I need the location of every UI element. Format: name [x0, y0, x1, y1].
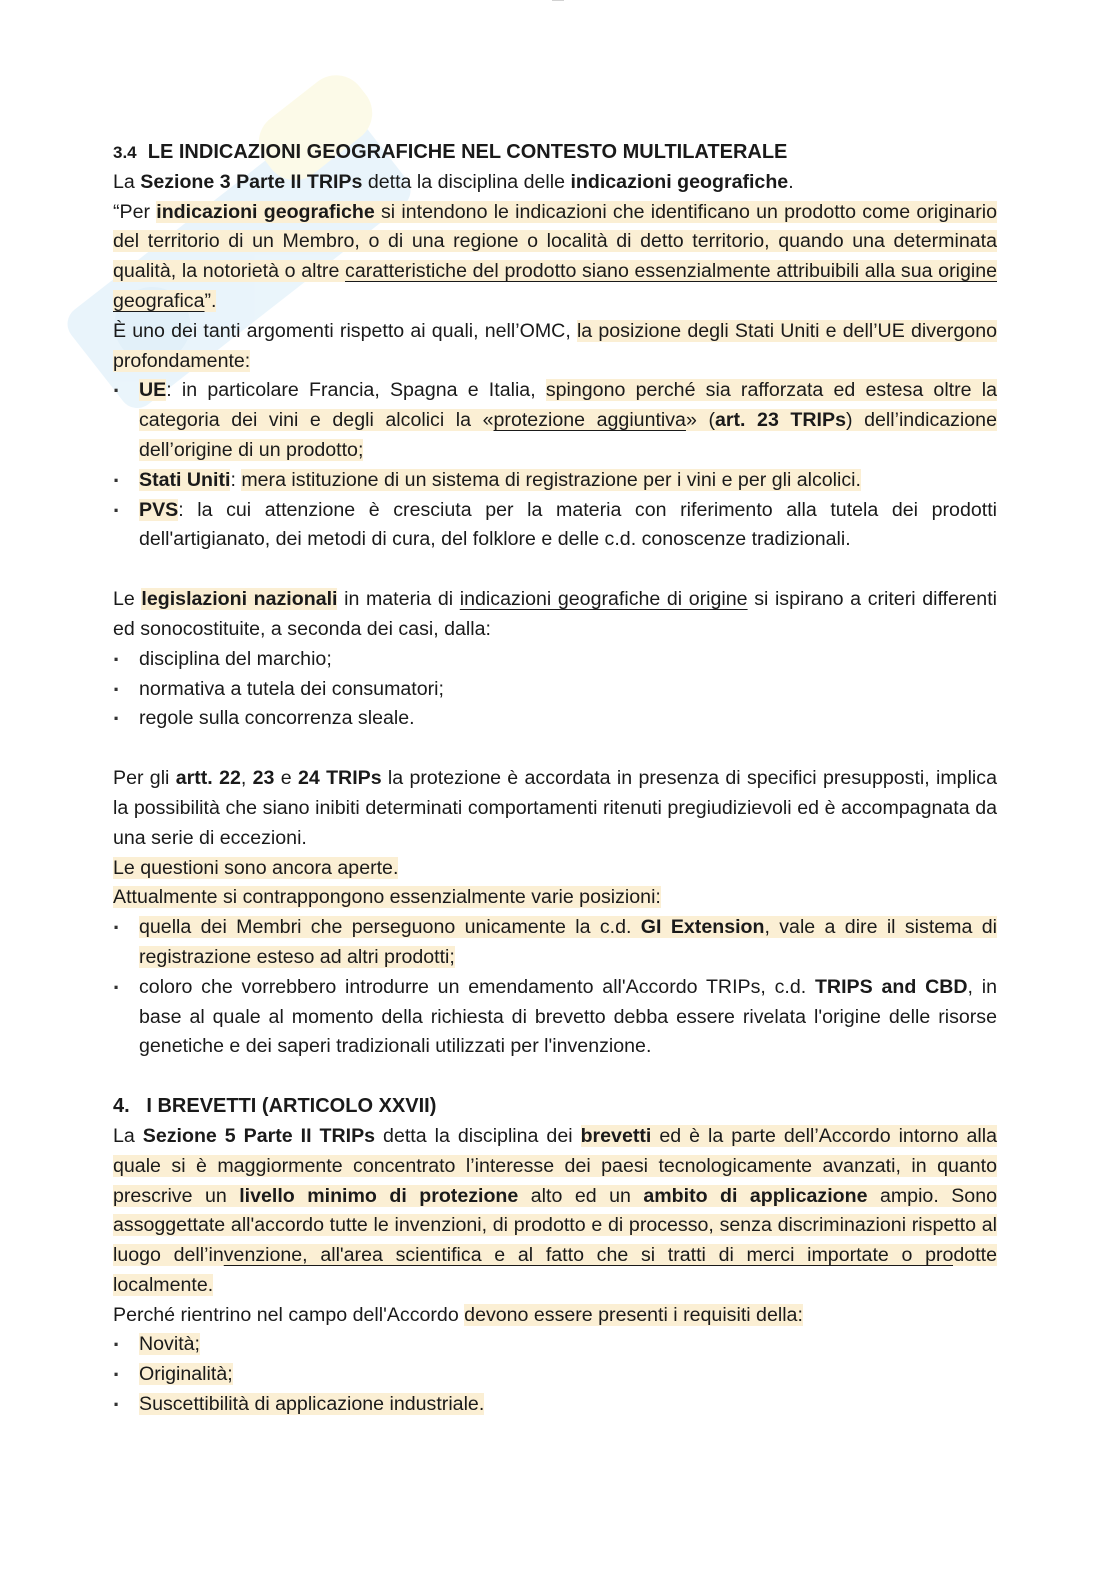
brev-text: ampio. Sono assoggettate all'accordo tutte le invenzioni, di prodotto e di processo, senza discriminazioni rispetto al luogo dell’in: [113, 1184, 997, 1267]
perche-text: Perché rientrino nel campo dell'Accordo: [113, 1303, 465, 1326]
definition-quote: [113, 198, 997, 317]
document-body: [113, 138, 997, 1420]
list-item-stati-uniti: [113, 466, 997, 496]
leg-text: si ispirano a criteri differenti ed sonocostituite, a seconda dei casi, dalla:: [113, 588, 997, 640]
legislazioni-list: [113, 645, 997, 734]
list-item: · regole sulla concorrenza sleale.: [113, 704, 997, 734]
quote-text: ”.: [204, 289, 217, 312]
list-item-label: UE: [139, 379, 167, 402]
list-item-text: : la cui attenzione è cresciuta per la materia con riferimento alla tutela dei prodotti dell'artigianato, dei metodi di cura, del folklore e delle c.d. conoscenze tradizionali.: [139, 498, 997, 551]
list-item-underlined: protezione aggiuntiva: [493, 409, 686, 432]
intro-text: .: [788, 170, 794, 193]
questioni-text: Le questioni sono ancora aperte.: [113, 856, 399, 879]
list-item-text: mera istituzione di un sistema di registrazione per i vini e per gli alcolici.: [241, 468, 861, 491]
divergence-paragraph: [113, 317, 997, 377]
list-item-text: : in particolare Francia, Spagna e Italia,: [166, 379, 546, 402]
intro-text: La: [113, 170, 141, 193]
list-item: [113, 1330, 997, 1360]
arts-bold: 23: [252, 767, 275, 790]
heading-number: 3.4: [113, 143, 137, 162]
leg-bold: legislazioni nazionali: [141, 588, 338, 611]
intro-ig: indicazioni geografiche: [570, 170, 789, 193]
section-heading-3-4: [113, 138, 997, 168]
list-item-text: Originalità;: [139, 1363, 233, 1386]
divergence-text: È uno dei tanti argomenti rispetto ai quali, nell’OMC,: [113, 319, 577, 342]
list-item-text: spingono perché sia rafforzata ed estesa oltre la categoria dei vini e degli alcolici la «: [139, 379, 997, 432]
section-heading-4: 4. I BREVETTI (ARTICOLO XXVII): [113, 1095, 437, 1118]
list-item-text: ) dell’indicazione dell’origine di un prodotto;: [139, 409, 997, 461]
brev-text: alto ed un: [518, 1184, 644, 1207]
leg-text: in materia di: [337, 588, 460, 611]
leg-text: Le: [113, 588, 142, 611]
list-item-text: , vale a dire il sistema di registrazione esteso ad altri prodotti;: [139, 916, 997, 968]
arts-bold: 24 TRIPs: [297, 767, 382, 790]
quote-text: “Per: [113, 200, 157, 223]
brev-bold: brevetti: [580, 1124, 652, 1147]
brev-sezione: Sezione 5 Parte II TRIPs: [142, 1124, 376, 1147]
arts-paragraph: [113, 764, 997, 853]
list-item: · disciplina del marchio;: [113, 645, 997, 675]
list-item-text: quella dei Membri che perseguono unicamente la c.d.: [139, 916, 641, 939]
list-item-text: , in base al quale al momento della richiesta di brevetto debba essere rivelata l'origine delle risorse genetiche e dei saperi tradizionali utilizzati per l'invenzione.: [139, 975, 997, 1058]
list-item-text: :: [230, 468, 242, 491]
brev-text: ed è la parte dell’Accordo intorno alla quale si è maggiormente concentrato l’interesse dei paesi tecnologicamente avanzati, in quanto prescrive un: [113, 1124, 997, 1207]
arts-text: la protezione è accordata in presenza di specifici presupposti, implica la possibilità che siano inibiti determinati comportamenti ritenuti pregiudizievoli ed è accompagnata da una serie di eccezioni.: [113, 767, 997, 849]
list-item-label: PVS: [139, 498, 179, 521]
arts-text: ,: [240, 767, 253, 790]
perche-highlight: devono essere presenti i requisiti della:: [464, 1303, 803, 1326]
list-item-bold: GI Extension: [640, 916, 765, 939]
legislazioni-paragraph: [113, 585, 997, 645]
brev-bold: livello minimo di protezione: [239, 1184, 519, 1207]
intro-text: detta la disciplina delle: [362, 170, 571, 193]
list-item-pvs: [113, 496, 997, 556]
intro-paragraph: [113, 168, 997, 198]
brev-text: dotte localmente.: [113, 1244, 997, 1296]
arts-text: Per gli: [113, 767, 176, 790]
list-item-text: Novità;: [139, 1333, 200, 1356]
list-item-bold: art. 23 TRIPs: [714, 409, 846, 432]
list-item-bold: TRIPS and CBD: [814, 975, 968, 998]
list-item-ue: [113, 376, 997, 465]
list-item: [113, 1360, 997, 1390]
intro-sezione: Sezione 3 Parte II TRIPs: [140, 170, 363, 193]
list-item: [113, 1390, 997, 1420]
brev-text: La: [113, 1124, 143, 1147]
arts-bold: artt. 22: [175, 767, 241, 790]
list-item-text: Suscettibilità di applicazione industriale.: [139, 1393, 485, 1416]
requisiti-list: [113, 1330, 997, 1419]
perche-paragraph: [113, 1301, 997, 1331]
positions-list: [113, 376, 997, 555]
list-item-trips-cbd: [113, 973, 997, 1062]
brev-text: detta la disciplina dei: [375, 1124, 581, 1147]
divergence-highlight: la posizione degli Stati Uniti e dell’UE divergono profondamente:: [113, 319, 997, 372]
list-item-gi-extension: [113, 913, 997, 973]
page-marker: ——: [552, 0, 564, 4]
list-item-text: » (: [685, 409, 715, 432]
quote-text: si intendono le indicazioni che identificano un prodotto come originario del territorio di un Membro, o di una regione o località di detto territorio, quando una determinata qualità, la notorietà o altre: [113, 200, 997, 283]
list-item-label: Stati Uniti: [139, 468, 231, 491]
questioni-line: [113, 854, 997, 884]
attualmente-text: Attualmente si contrappongono essenzialmente varie posizioni:: [113, 886, 661, 909]
brev-underlined: venzione, all'area scientifica e al fatto che si tratti di merci importate o pro: [223, 1244, 954, 1267]
attualmente-line: [113, 883, 997, 913]
leg-underlined: indicazioni geografiche di origine: [459, 588, 748, 611]
heading-title: LE INDICAZIONI GEOGRAFICHE NEL CONTESTO MULTILATERALE: [147, 141, 788, 163]
quote-bold: indicazioni geografiche: [156, 200, 375, 223]
arts-text: e: [274, 767, 298, 790]
current-positions-list: [113, 913, 997, 1062]
brevetti-paragraph: [113, 1122, 997, 1301]
list-item-text: coloro che vorrebbero introdurre un emendamento all'Accordo TRIPs, c.d.: [139, 975, 815, 998]
quote-underlined: caratteristiche del prodotto siano essenzialmente attribuibili alla sua origine geografica: [113, 260, 997, 312]
brev-bold: ambito di applicazione: [643, 1184, 868, 1207]
list-item: · normativa a tutela dei consumatori;: [113, 675, 997, 705]
